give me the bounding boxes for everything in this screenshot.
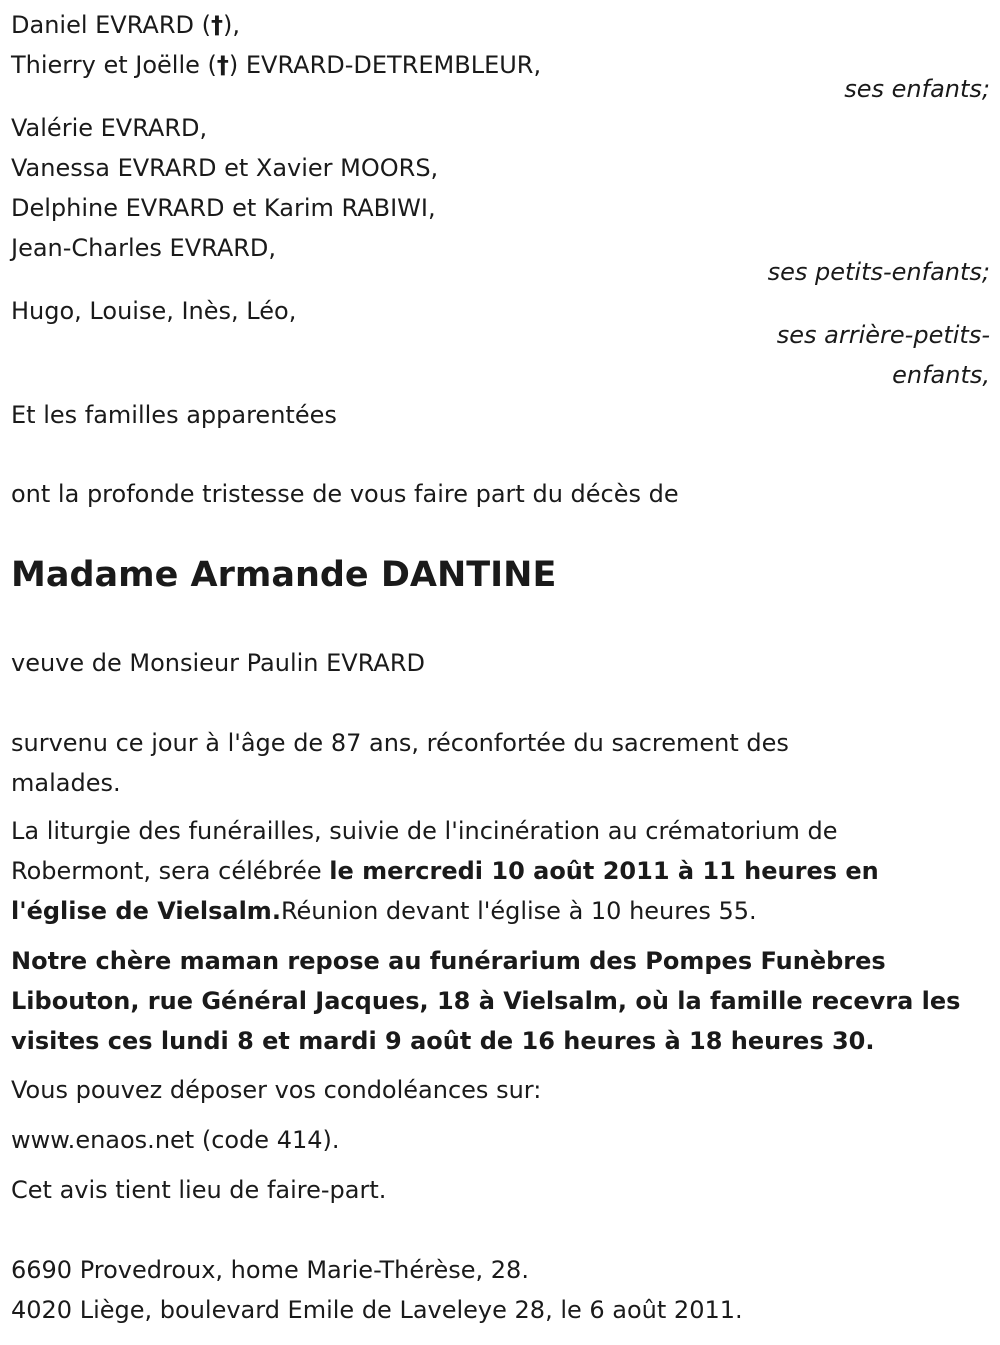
cross-icon: † xyxy=(210,11,223,39)
liturgy-text: Robermont, sera célébrée xyxy=(11,857,330,885)
grandchild-2: Vanessa EVRARD et Xavier MOORS, xyxy=(11,154,439,182)
children-line-2 xyxy=(11,45,541,85)
death-line-2: malades. xyxy=(11,769,121,797)
great-grandchildren-names: Hugo, Louise, Inès, Léo, xyxy=(11,297,297,325)
funerarium-line-3: visites ces lundi 8 et mardi 9 août de 16 heures à 18 heures 30. xyxy=(11,1027,875,1055)
address-line-1: 6690 Provedroux, home Marie-Thérèse, 28. xyxy=(11,1256,529,1284)
deceased-name: Madame Armande DANTINE xyxy=(11,555,557,595)
condolences-line-1: Vous pouvez déposer vos condoléances sur: xyxy=(11,1076,542,1104)
address-line-2: 4020 Liège, boulevard Emile de Laveleye 28, le 6 août 2011. xyxy=(11,1296,743,1324)
relatives: Et les familles apparentées xyxy=(11,401,337,429)
liturgy-line-3 xyxy=(11,891,757,931)
condolences-link: www.enaos.net (code 414). xyxy=(11,1126,340,1154)
death-line-1: survenu ce jour à l'âge de 87 ans, réconfortée du sacrement des xyxy=(11,729,789,757)
liturgy-date: le mercredi 10 août 2011 à 11 heures en xyxy=(329,857,879,885)
grandchild-1: Valérie EVRARD, xyxy=(11,114,208,142)
grandchild-3: Delphine EVRARD et Karim RABIWI, xyxy=(11,194,436,222)
announcement: ont la profonde tristesse de vous faire part du décès de xyxy=(11,480,679,508)
child-name-1: Daniel EVRARD ( xyxy=(11,11,211,39)
widow-of: veuve de Monsieur Paulin EVRARD xyxy=(11,649,425,677)
liturgy-line-2 xyxy=(11,851,879,891)
great-grandchildren-role-2: enfants, xyxy=(892,361,990,389)
child-suffix-2: ) EVRARD-DETREMBLEUR, xyxy=(228,51,542,79)
child-suffix-1: ), xyxy=(222,11,240,39)
funerarium-line-2: Libouton, rue Général Jacques, 18 à Vielsalm, où la famille recevra les xyxy=(11,987,961,1015)
child-name-2: Thierry et Joëlle ( xyxy=(11,51,217,79)
cross-icon: † xyxy=(216,51,229,79)
children-role: ses enfants; xyxy=(844,75,990,103)
children-line-1 xyxy=(11,5,240,45)
notice: Cet avis tient lieu de faire-part. xyxy=(11,1176,387,1204)
liturgy-meeting: Réunion devant l'église à 10 heures 55. xyxy=(280,897,757,925)
funerarium-line-1: Notre chère maman repose au funérarium des Pompes Funèbres xyxy=(11,947,886,975)
liturgy-place: l'église de Vielsalm. xyxy=(11,897,281,925)
grandchildren-role: ses petits-enfants; xyxy=(767,258,990,286)
great-grandchildren-role-1: ses arrière-petits- xyxy=(776,321,990,349)
grandchild-4: Jean-Charles EVRARD, xyxy=(11,234,277,262)
liturgy-line-1: La liturgie des funérailles, suivie de l'incinération au crématorium de xyxy=(11,817,838,845)
